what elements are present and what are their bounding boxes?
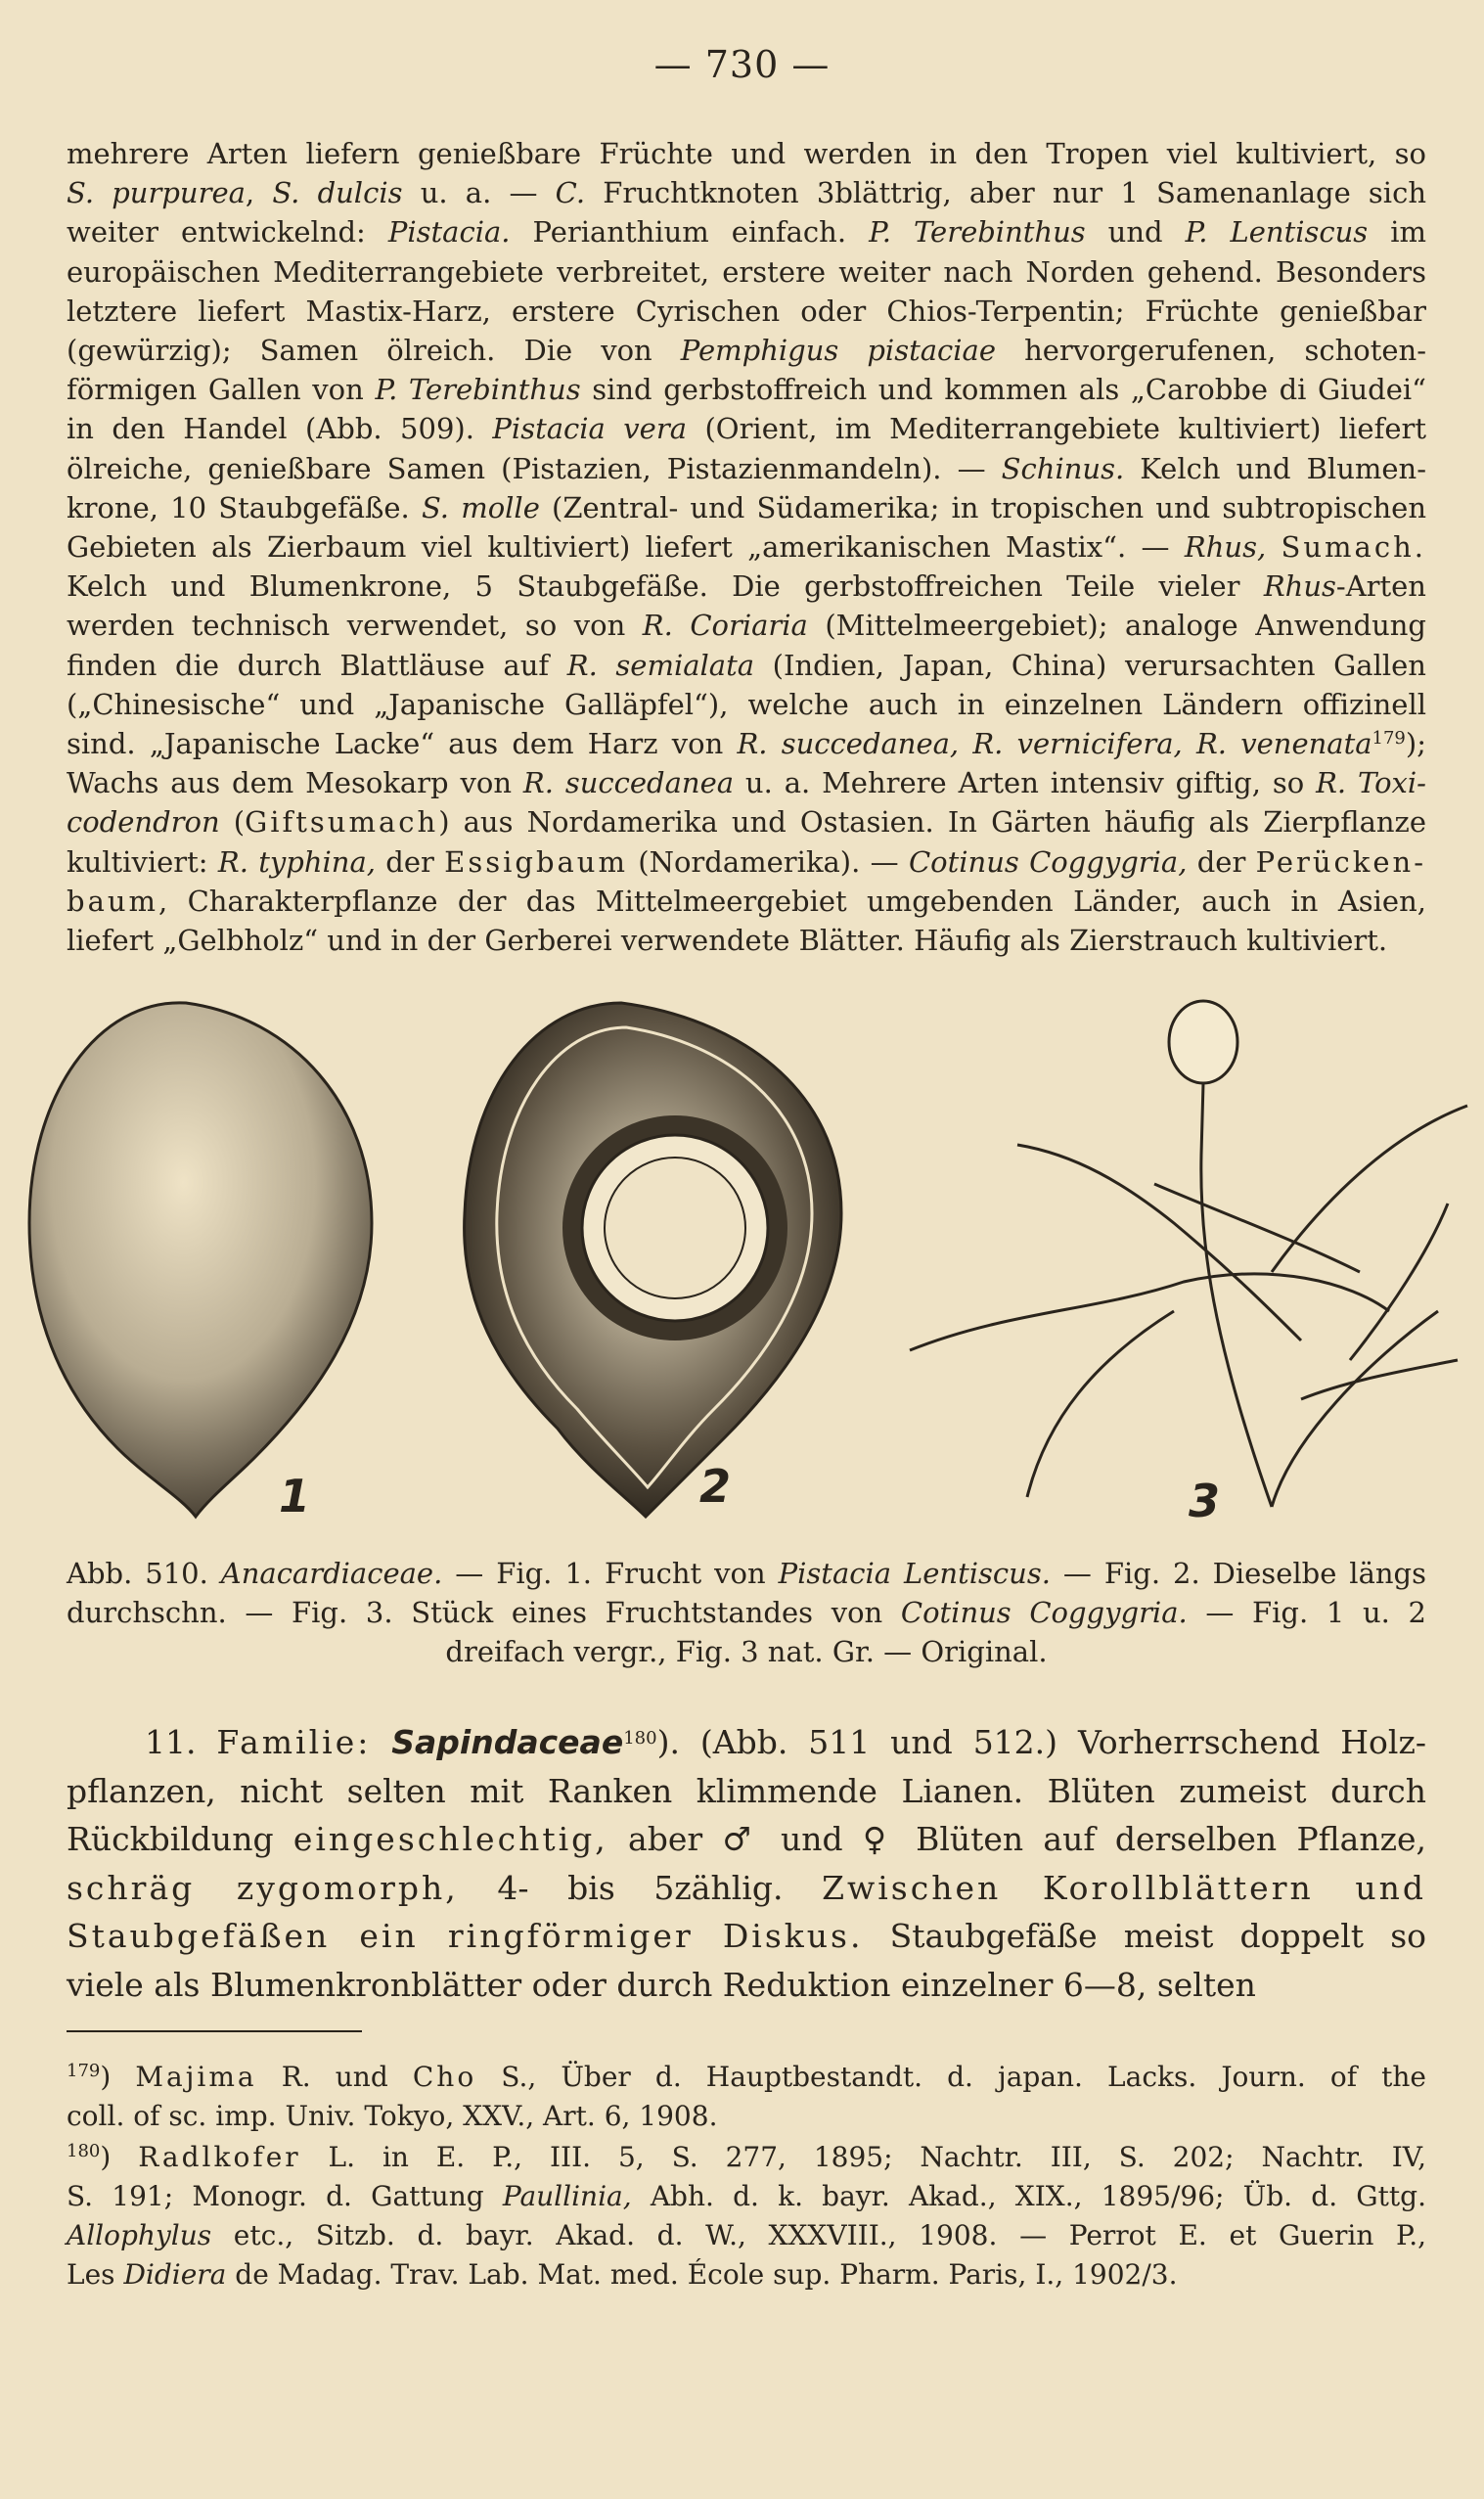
text-line: $^{180}$) Radlkofer L. in E. P., III. 5, S. 277, 1895; Nachtr. III, S. 202; Nachtr. IV, <box>67 2141 1427 2173</box>
text-line: sind. „Japanische Lacke“ aus dem Harz von R. succedanea, R. vernicifera, R. venenata$^{179}$); <box>67 727 1426 761</box>
text-line: Staubgefäßen ein ringförmiger Diskus. Staubgefäße meist doppelt so <box>67 1917 1426 1955</box>
text-line: werden technisch verwendet, so von R. Coriaria (Mittelmeergebiet); analoge Anwendung <box>67 609 1426 643</box>
family-sapindaceae-section <box>67 1718 1426 2009</box>
text-line: liefert „Gelbholz“ und in der Gerberei verwendete Blätter. Häufig als Zierstrauch kultiviert. <box>67 924 1388 958</box>
text-line: („Chinesische“ und „Japanische Galläpfel“), welche auch in einzelnen Ländern offizinell <box>67 687 1426 721</box>
text-line: ölreiche, genießbare Samen (Pistazien, Pistazienmandeln). — Schinus. Kelch und Blumen- <box>67 451 1427 485</box>
text-line: codendron (Giftsumach) aus Nordamerika und Ostasien. In Gärten häufig als Zierpflanze <box>67 805 1426 840</box>
text-line: Allophylus etc., Sitzb. d. bayr. Akad. d. W., XXXVIII., 1908. — Perrot E. et Guerin P., <box>67 2219 1426 2251</box>
text-line: krone, 10 Staubgefäße. S. molle (Zentral- und Südamerika; in tropischen und subtropischen <box>67 490 1426 524</box>
fig3-panicle-drawing <box>910 1001 1467 1507</box>
text-line: S. 191; Monogr. d. Gattung Paullinia, Abh. d. k. bayr. Akad., XIX., 1895/96; Üb. d. Gttg. <box>67 2180 1426 2212</box>
text-line: europäischen Mediterrangebiete verbreitet, erstere weiter nach Norden gehend. Besonders <box>67 254 1426 289</box>
text-line: viele als Blumenkronblätter oder durch Reduktion einzelner 6—8, selten <box>67 1965 1256 2004</box>
fig2-label: 2 <box>699 1460 732 1513</box>
text-line: 11. Familie: Sapindaceae$^{180}$). (Abb. 511 und 512.) Vorherrschend Holz- <box>145 1723 1426 1761</box>
text-line: weiter entwickelnd: Pistacia. Perianthium einfach. P. Terebinthus und P. Lentiscus im <box>67 215 1426 250</box>
fig3-label: 3 <box>1189 1475 1221 1527</box>
text-line: $^{179}$) Majima R. und Cho S., Über d. Hauptbestandt. d. japan. Lacks. Journ. of the <box>67 2061 1426 2093</box>
text-line: S. purpurea, S. dulcis u. a. — C. Fruchtknoten 3blättrig, aber nur 1 Samenanlage sich <box>67 176 1427 210</box>
text-line: förmigen Gallen von P. Terebinthus sind gerbstoffreich und kommen als „Carobbe di Giudei“ <box>67 373 1426 407</box>
text-line: kultiviert: R. typhina, der Essigbaum (Nordamerika). — Cotinus Coggygria, der Perücken- <box>67 844 1427 879</box>
text-line: (gewürzig); Samen ölreich. Die von Pemphigus pistaciae hervorgerufenen, schoten- <box>67 334 1426 368</box>
text-line: letztere liefert Mastix-Harz, erstere Cyrischen oder Chios-Terpentin; Früchte genießbar <box>67 294 1426 328</box>
text-line: Abb. 510. Anacardiaceae. — Fig. 1. Frucht von Pistacia Lentiscus. — Fig. 2. Dieselbe längs <box>67 1557 1426 1590</box>
text-line: pflanzen, nicht selten mit Ranken klimmende Lianen. Blüten zumeist durch <box>67 1771 1426 1810</box>
text-line: in den Handel (Abb. 509). Pistacia vera (Orient, im Mediterrangebiete kultiviert) liefert <box>67 412 1427 446</box>
figure-caption <box>67 1554 1426 1671</box>
text-line: coll. of sc. imp. Univ. Tokyo, XXV., Art. 6, 1908. <box>67 2100 718 2132</box>
main-text-block <box>67 134 1426 960</box>
figure-abb-510 <box>0 988 1484 1575</box>
text-line: Wachs aus dem Mesokarp von R. succedanea u. a. Mehrere Arten intensiv giftig, so R. Toxi- <box>67 766 1426 800</box>
text-line: baum, Charakterpflanze der das Mittelmeergebiet umgebenden Länder, auch in Asien, <box>67 884 1426 918</box>
text-line: mehrere Arten liefern genießbare Früchte und werden in den Tropen viel kultiviert, so <box>67 137 1426 170</box>
text-line: schräg zygomorph, 4- bis 5zählig. Zwischen Korollblättern und <box>67 1868 1426 1907</box>
fig1-fruit-drawing <box>29 1003 372 1517</box>
footnote-180 <box>67 2138 1426 2295</box>
fig1-label: 1 <box>279 1470 311 1522</box>
footnote-divider <box>67 2030 362 2032</box>
text-line: finden die durch Blattläuse auf R. semialata (Indien, Japan, China) verursachten Gallen <box>67 648 1426 682</box>
text-line: Les Didiera de Madag. Trav. Lab. Mat. med. École sup. Pharm. Paris, I., 1902/3. <box>67 2258 1178 2291</box>
page-number: — 730 — <box>653 43 831 86</box>
text-line: Rückbildung eingeschlechtig, aber ♂ und ♀ Blüten auf derselben Pflanze, <box>67 1820 1426 1858</box>
text-line: Kelch und Blumenkrone, 5 Staubgefäße. Die gerbstoffreichen Teile vieler Rhus-Arten <box>67 569 1426 604</box>
footnote-179 <box>67 2058 1426 2136</box>
text-line: Gebieten als Zierbaum viel kultiviert) liefert „amerikanischen Mastix“. — Rhus, Sumach. <box>67 530 1426 565</box>
text-line: durchschn. — Fig. 3. Stück eines Fruchtstandes von Cotinus Coggygria. — Fig. 1 u. 2 <box>67 1596 1426 1629</box>
fig2-section-drawing <box>465 1003 841 1517</box>
text-line: dreifach vergr., Fig. 3 nat. Gr. — Original. <box>445 1635 1048 1668</box>
